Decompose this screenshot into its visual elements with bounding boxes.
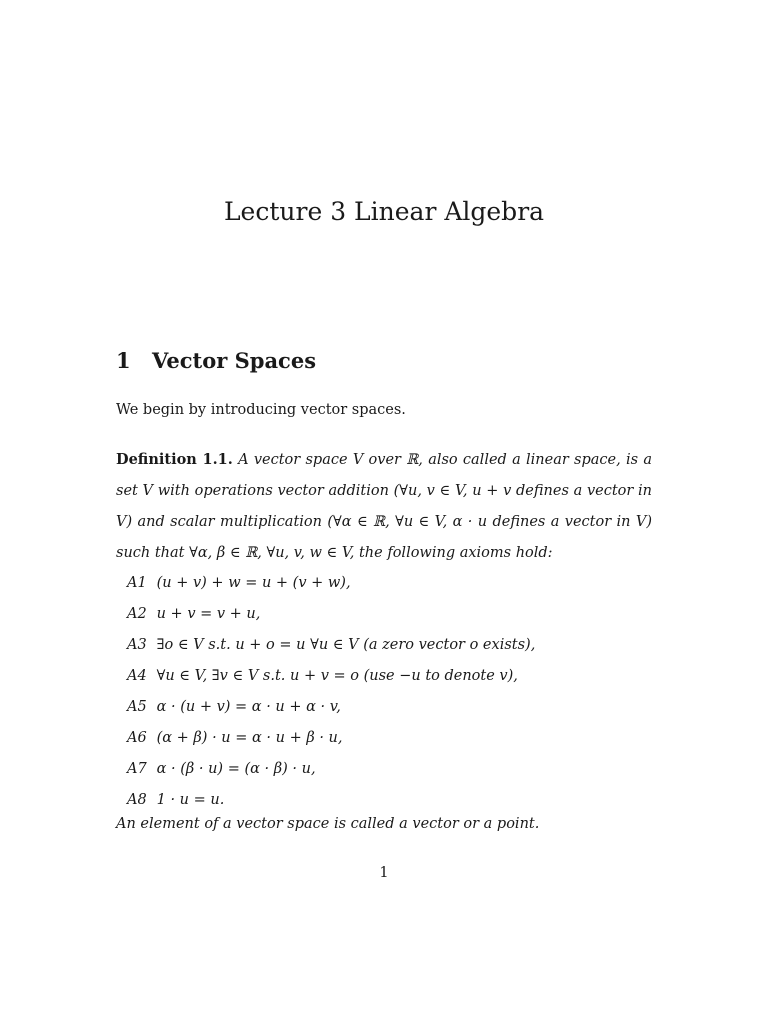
axiom-text: α · (u + v) = α · u + α · v,	[156, 699, 341, 715]
page-number: 1	[379, 865, 389, 881]
axiom-text: ∃o ∈ V s.t. u + o = u ∀u ∈ V (a zero vector o exists),	[156, 637, 536, 653]
axiom-text: α · (β · u) = (α · β) · u,	[156, 761, 316, 777]
closing-sentence: An element of a vector space is called a vector or a point.	[116, 816, 540, 832]
section-heading	[116, 348, 316, 373]
section-number: 1	[116, 348, 131, 373]
axiom-text: u + v = v + u,	[156, 606, 261, 622]
section-title: Vector Spaces	[152, 348, 317, 373]
axiom-item	[127, 568, 657, 599]
axiom-tag: A8	[127, 792, 147, 808]
axiom-tag: A1	[127, 575, 147, 591]
axiom-item	[127, 785, 657, 816]
axiom-text: (α + β) · u = α · u + β · u,	[156, 730, 343, 746]
axiom-item	[127, 599, 657, 630]
axiom-item	[127, 692, 657, 723]
axiom-item	[127, 723, 657, 754]
definition-text: A vector space V over ℝ, also called a linear space, is a set V with operations vector addition (∀u, v ∈ V, u + v defines a vector in V) and scalar multiplication (∀α ∈ ℝ, ∀u ∈ V, α · u defines a vector in V) such that ∀α, β ∈ ℝ, ∀u, v, w ∈ V, the following axioms hold:	[116, 452, 652, 561]
axiom-item	[127, 661, 657, 692]
axiom-text: 1 · u = u.	[156, 792, 225, 808]
definition-label: Definition 1.1.	[116, 451, 233, 468]
axiom-tag: A7	[127, 761, 147, 777]
axiom-tag: A2	[127, 606, 147, 622]
axiom-list	[127, 568, 657, 816]
axiom-tag: A4	[127, 668, 147, 684]
axiom-tag: A6	[127, 730, 147, 746]
axiom-item	[127, 754, 657, 785]
lecture-title: Lecture 3 Linear Algebra	[223, 197, 545, 226]
axiom-tag: A5	[127, 699, 147, 715]
axiom-text: ∀u ∈ V, ∃v ∈ V s.t. u + v = o (use −u to denote v),	[156, 668, 518, 684]
definition-paragraph	[116, 444, 652, 569]
axiom-text: (u + v) + w = u + (v + w),	[156, 575, 351, 591]
axiom-tag: A3	[127, 637, 147, 653]
intro-paragraph: We begin by introducing vector spaces.	[116, 402, 406, 418]
axiom-item	[127, 630, 657, 661]
